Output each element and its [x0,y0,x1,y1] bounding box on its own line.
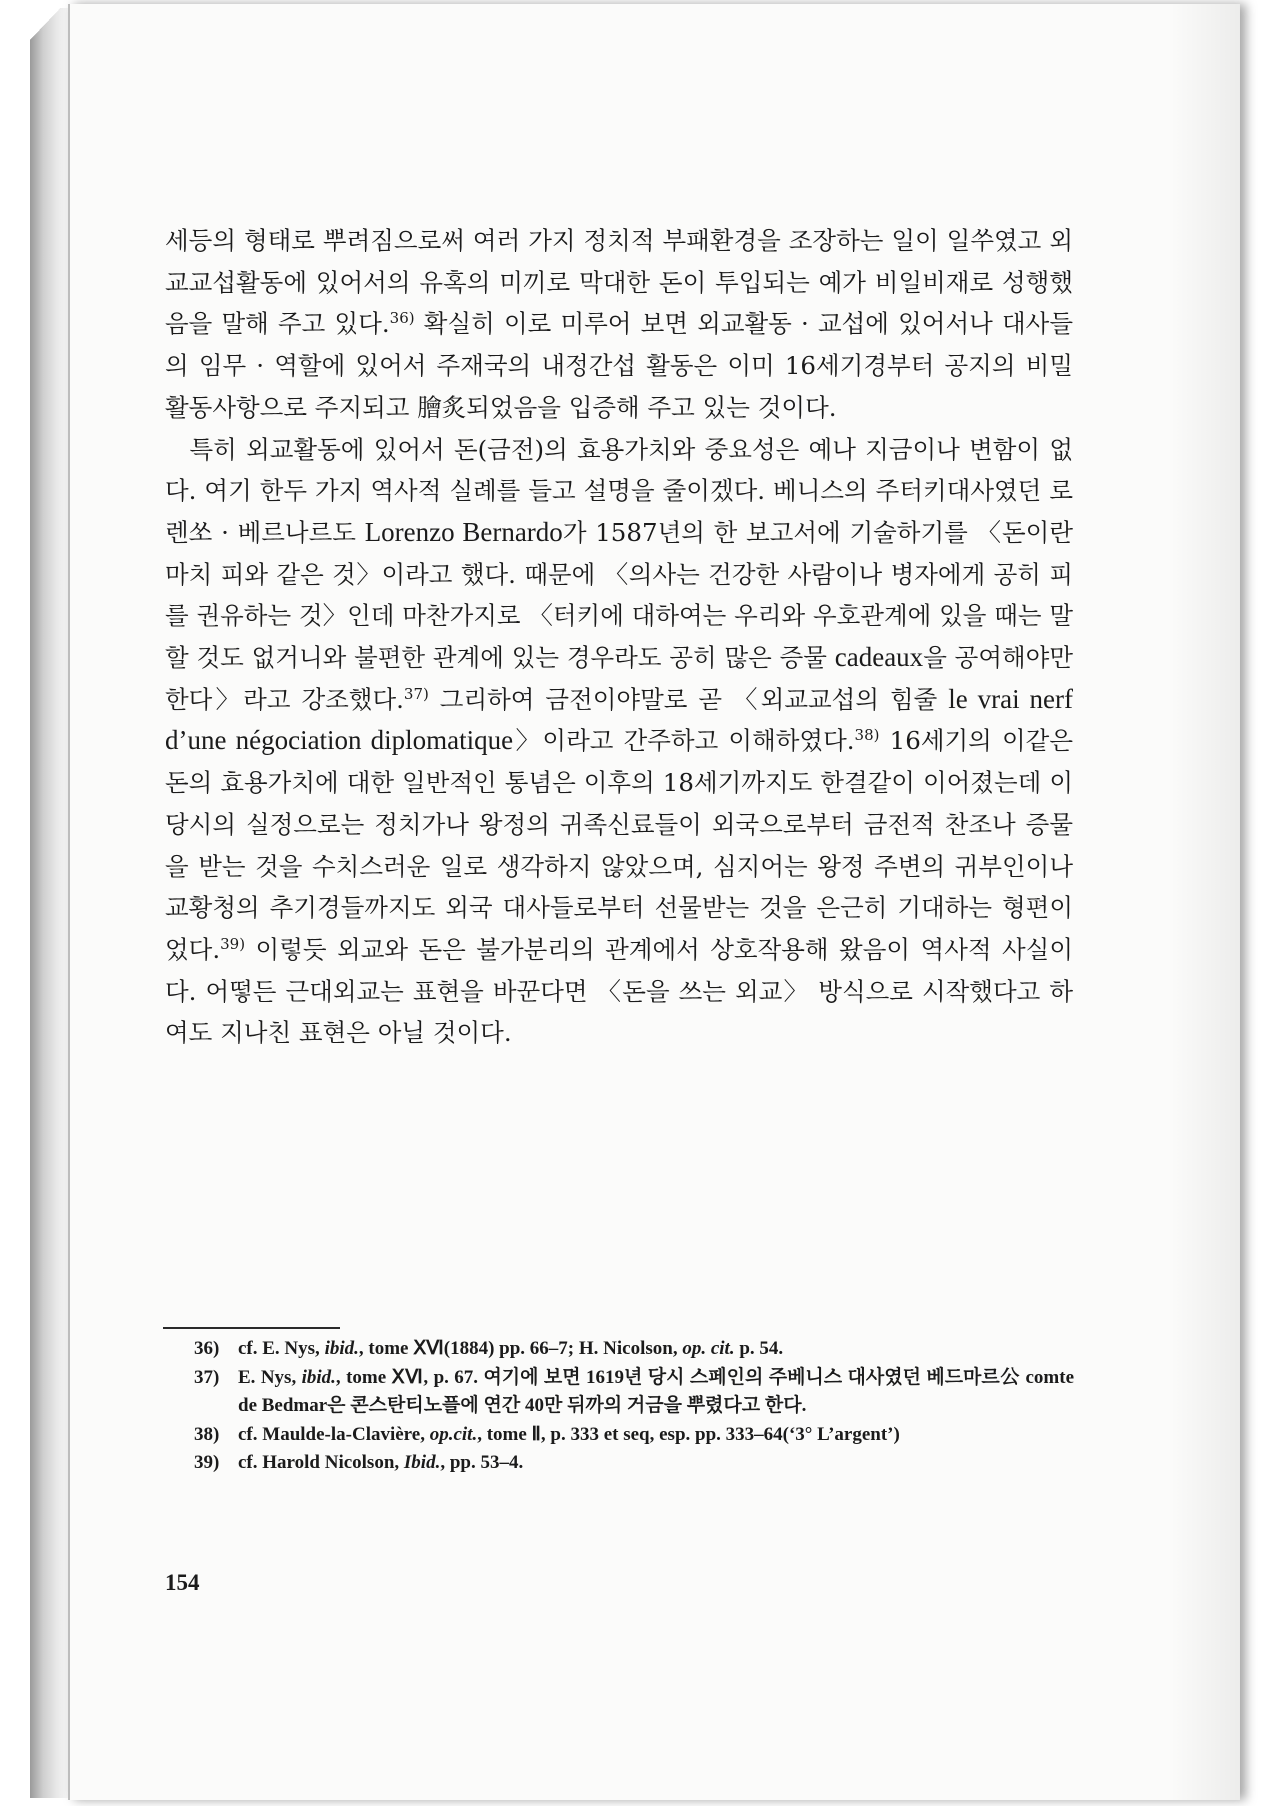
footnote-number: 38) [194,1423,220,1445]
spine-corner [30,0,68,40]
footnote-number: 36) [194,1338,220,1359]
footnote-text: , tome ⅩⅥ, p. 67. 여기에 보면 1619년 당시 스페인의 주베니스 대사였던 베드마르公 comte de Bedmar은 콘스탄티노플에 연간 40만 뒤까의 거금을 뿌렸다고 한다. [238,1366,1074,1416]
footnote-italic: ibid. [324,1338,359,1359]
footnote-39 [194,1449,1074,1478]
book-spine [30,8,68,1798]
footnote-italic: op.cit. [429,1423,478,1445]
footnote-rule [163,1327,340,1329]
footnote-text: E. Nys, [238,1366,302,1388]
footnote-text: p. 54. [734,1338,784,1359]
paragraph-2-text-d: 그리하여 금전이야말로 곧 〈외교교섭의 힘줄 [428,684,949,714]
footnotes [194,1335,1074,1478]
paragraph-1-text-b: 확실히 이로 미루어 보면 외교활동 · 교섭에 있어서나 대사들의 임무 · 역할에 있어서 주재국의 내정간섭 활동은 이미 16세기경부터 공지의 비밀 활동사항으로 주지되고 膾炙되었음을 입증해 주고 있는 것이다. [165,309,1073,422]
paragraph-2 [165,429,1073,1055]
footnote-ref-39: 39) [220,934,246,953]
footnote-italic: ibid. [301,1366,336,1388]
paragraph-2-text-c: 을 공여해야만 한다〉라고 강조했다. [165,643,1073,714]
footnote-text: cf. Maulde-la-Clavière, [238,1423,430,1445]
footnote-number: 39) [194,1452,220,1473]
footnote-text: , tome ⅩⅥ(1884) pp. 66–7; H. Nicolson, [358,1338,683,1359]
footnote-italic: Ibid. [403,1452,441,1473]
footnote-text: , pp. 53–4. [440,1452,524,1473]
footnote-37 [194,1364,1074,1421]
page-shading [1170,4,1240,1800]
footnote-ref-37: 37) [403,684,429,703]
paragraph-2-text-f: 16세기의 이같은 돈의 효용가치에 대한 일반적인 통념은 이후의 18세기까지도 한결같이 이어졌는데 이 당시의 실정으로는 정치가나 왕정의 귀족신료들이 외국으로부터 금전적 찬조나 증물을 받는 것을 수치스러운 일로 생각하지 않았으며, 심지어는 왕정 주변의 귀부인이나 교황청의 추기경들까지도 외국 대사들로부터 선물받는 것을 은근히 기대하는 형편이었다. [165,726,1073,964]
footnote-36 [194,1335,1074,1364]
paragraph-2-text-b: 가 1587년의 한 보고서에 기술하기를 〈돈이란 마치 피와 같은 것〉이라고 했다. 때문에 〈의사는 건강한 사람이나 병자에게 공히 피를 권유하는 것〉인데 마찬가지로 〈터키에 대하여는 우리와 우호관계에 있을 때는 말할 것도 없거니와 불편한 관계에 있는 경우라도 공히 많은 증물 [165,517,1073,673]
footnote-text: cf. E. Nys, [238,1338,325,1359]
footnote-italic: op. cit. [682,1338,735,1359]
page-number: 154 [165,1570,200,1595]
paragraph-1-text-a: 세등의 형태로 뿌려짐으로써 여러 가지 정치적 부패환경을 조장하는 일이 일쑤였고 외교교섭활동에 있어서의 유혹의 미끼로 막대한 돈이 투입되는 예가 비일비재로 성행했음을 말해 주고 있다. [165,226,1073,339]
paragraph-1 [165,220,1073,429]
footnote-text: cf. Harold Nicolson, [238,1452,404,1473]
footnote-number: 37) [194,1366,220,1388]
body-text [165,220,1073,1054]
latin-cadeaux: cadeaux [834,642,924,673]
footnote-text: , tome Ⅱ, p. 333 et seq, esp. pp. 333–64(‘3° L’argent’) [477,1423,900,1445]
footnote-ref-38: 38) [854,726,880,745]
footnote-38 [194,1421,1074,1450]
paragraph-2-text-a: 특히 외교활동에 있어서 돈(금전)의 효용가치와 중요성은 예나 지금이나 변함이 없다. 여기 한두 가지 역사적 실례를 들고 설명을 줄이겠다. 베니스의 주터키대사였던 로렌쏘 · 베르나르도 [165,434,1073,547]
paragraph-2-text-g: 이렇듯 외교와 돈은 불가분리의 관계에서 상호작용해 왔음이 역사적 사실이다. 어떻든 근대외교는 표현을 바꾼다면 〈돈을 쓰는 외교〉 방식으로 시작했다고 하여도 지나친 표현은 아닐 것이다. [165,934,1073,1048]
footnote-ref-36: 36) [389,309,415,328]
latin-lorenzo-bernardo: Lorenzo Bernardo [364,516,563,547]
latin-vrai-nerf: le vrai nerf d’une négociation diplomatique [165,683,1073,756]
paragraph-2-text-e: 〉이라고 간주하고 이해하였다. [513,726,855,756]
